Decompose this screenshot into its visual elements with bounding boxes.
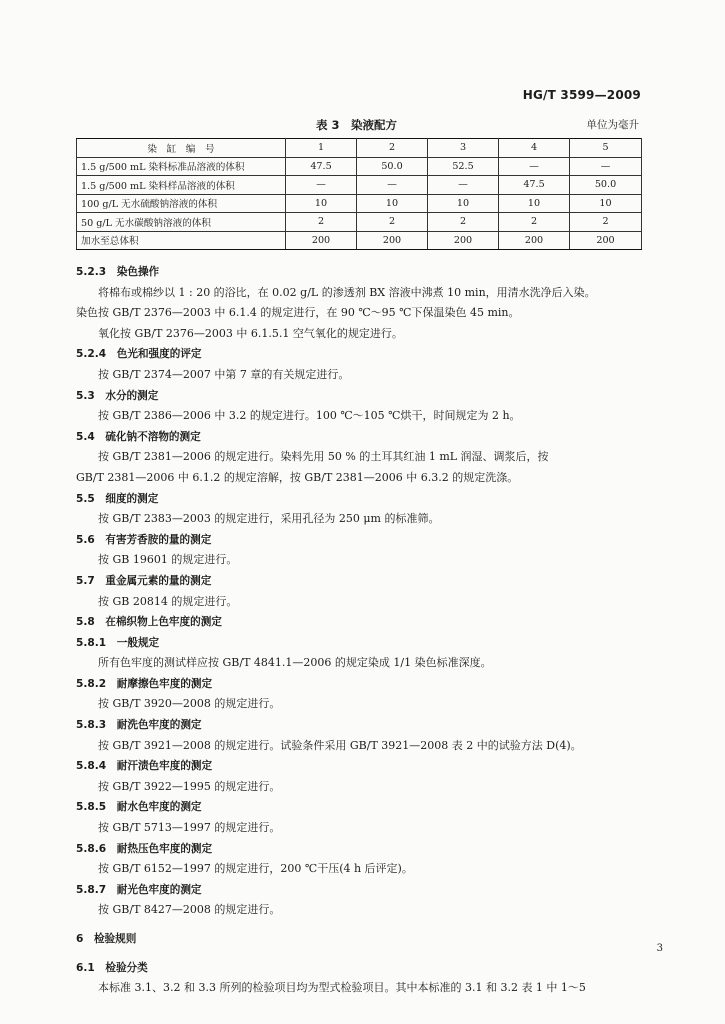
table-cell: 52.5 bbox=[428, 157, 499, 176]
section-heading: 5.2.3 染色操作 bbox=[76, 266, 160, 278]
section-heading: 5.8.3 耐洗色牢度的测定 bbox=[76, 719, 202, 732]
table-cell: 50.0 bbox=[357, 157, 428, 176]
section-heading: 5.2.4 色光和强度的评定 bbox=[76, 348, 202, 361]
paragraph-line: 按 GB/T 3921—2008 的规定进行。试验条件采用 GB/T 3921—2008 表 2 中的试验方法 D(4)。 bbox=[98, 738, 582, 752]
section-heading: 6.1 检验分类 bbox=[76, 961, 148, 974]
section-heading: 5.8.5 耐水色牢度的测定 bbox=[76, 801, 202, 814]
table-cell: 200 bbox=[286, 231, 357, 250]
section-heading: 5.8.2 耐摩擦色牢度的测定 bbox=[76, 677, 213, 690]
row-label: 50 g/L 无水碳酸钠溶液的体积 bbox=[77, 213, 286, 232]
paragraph-line: 按 GB 20814 的规定进行。 bbox=[98, 594, 238, 608]
column-header: 2 bbox=[357, 139, 428, 158]
dye-recipe-table bbox=[76, 138, 642, 250]
table-cell: 200 bbox=[499, 231, 570, 250]
paragraph-line: 按 GB/T 2383—2003 的规定进行，采用孔径为 250 μm 的标准筛。 bbox=[98, 512, 440, 526]
paragraph-line: 氧化按 GB/T 2376—2003 中 6.1.5.1 空气氧化的规定进行。 bbox=[98, 326, 403, 340]
standard-code: HG/T 3599—2009 bbox=[522, 88, 641, 102]
table-cell: — bbox=[499, 157, 570, 176]
table-cell: 2 bbox=[357, 213, 428, 232]
row-label: 100 g/L 无水硫酸钠溶液的体积 bbox=[77, 194, 286, 213]
paragraph-line: GB/T 2381—2006 中 6.1.2 的规定溶解，按 GB/T 2381—2006 中 6.3.2 的规定洗涤。 bbox=[76, 470, 519, 484]
table-row bbox=[77, 176, 642, 195]
table-cell: 10 bbox=[570, 194, 642, 213]
table-cell: — bbox=[570, 157, 642, 176]
section-heading: 5.6 有害芳香胺的量的测定 bbox=[76, 533, 212, 546]
section-heading: 5.8 在棉织物上色牢度的测定 bbox=[76, 616, 222, 629]
table-cell: 47.5 bbox=[286, 157, 357, 176]
paragraph-line: 按 GB/T 2381—2006 的规定进行。染料先用 50 % 的土耳其红油 1 mL 润湿、调浆后，按 bbox=[98, 450, 549, 464]
column-header: 染 缸 编 号 bbox=[77, 139, 286, 158]
section-heading: 5.5 细度的测定 bbox=[76, 492, 159, 505]
table-cell: 2 bbox=[570, 213, 642, 232]
paragraph-line: 染色按 GB/T 2376—2003 中 6.1.4 的规定进行，在 90 ℃～95 ℃下保温染色 45 min。 bbox=[76, 306, 520, 320]
document-body bbox=[76, 262, 644, 999]
paragraph-line: 按 GB/T 2386—2006 中 3.2 的规定进行。100 ℃～105 ℃烘干，时间规定为 2 h。 bbox=[98, 409, 521, 423]
table-unit: 单位为毫升 bbox=[586, 119, 639, 131]
section-heading: 5.4 硫化钠不溶物的测定 bbox=[76, 430, 201, 443]
table-cell: 2 bbox=[499, 213, 570, 232]
table-cell: 50.0 bbox=[570, 176, 642, 195]
paragraph-line: 按 GB/T 8427—2008 的规定进行。 bbox=[98, 903, 281, 917]
paragraph-line: 按 GB/T 3920—2008 的规定进行。 bbox=[98, 697, 281, 711]
paragraph-line: 将棉布或棉纱以 1 : 20 的浴比，在 0.02 g/L 的渗透剂 BX 溶液中沸煮 10 min，用清水洗净后入染。 bbox=[98, 285, 596, 299]
section-heading: 5.7 重金属元素的量的测定 bbox=[76, 574, 212, 587]
table-cell: 2 bbox=[286, 213, 357, 232]
table-caption bbox=[76, 117, 641, 135]
column-header: 3 bbox=[428, 139, 499, 158]
row-label: 1.5 g/500 mL 染料标准品溶液的体积 bbox=[77, 157, 286, 176]
paragraph-line: 本标准 3.1、3.2 和 3.3 所列的检验项目均为型式检验项目。其中本标准的 3.1 和 3.2 表 1 中 1～5 bbox=[98, 981, 586, 995]
row-label: 加水至总体积 bbox=[77, 231, 286, 250]
table-cell: — bbox=[286, 176, 357, 195]
spacer bbox=[76, 950, 644, 958]
paragraph-line: 按 GB 19601 的规定进行。 bbox=[98, 553, 238, 567]
section-heading: 5.8.4 耐汗渍色牢度的测定 bbox=[76, 760, 213, 773]
column-header: 4 bbox=[499, 139, 570, 158]
paragraph-line: 所有色牢度的测试样应按 GB/T 4841.1—2006 的规定染成 1/1 染色标准深度。 bbox=[98, 656, 492, 670]
table-cell: — bbox=[428, 176, 499, 195]
section-heading: 5.8.7 耐光色牢度的测定 bbox=[76, 883, 202, 896]
table-cell: — bbox=[357, 176, 428, 195]
table-cell: 200 bbox=[357, 231, 428, 250]
table-cell: 10 bbox=[428, 194, 499, 213]
table-cell: 10 bbox=[357, 194, 428, 213]
paragraph-line: 按 GB/T 3922—1995 的规定进行。 bbox=[98, 779, 281, 793]
row-label: 1.5 g/500 mL 染料样品溶液的体积 bbox=[77, 176, 286, 195]
section-heading: 5.3 水分的测定 bbox=[76, 389, 159, 402]
column-header: 1 bbox=[286, 139, 357, 158]
paragraph-line: 按 GB/T 5713—1997 的规定进行。 bbox=[98, 821, 281, 835]
paragraph-line: 按 GB/T 6152—1997 的规定进行，200 ℃干压(4 h 后评定)。 bbox=[98, 862, 413, 876]
table-row bbox=[77, 231, 642, 250]
section-heading: 5.8.6 耐热压色牢度的测定 bbox=[76, 842, 213, 855]
table-header-row bbox=[77, 139, 642, 158]
table-row bbox=[77, 194, 642, 213]
paragraph-line: 按 GB/T 2374—2007 中第 7 章的有关规定进行。 bbox=[98, 367, 350, 381]
table-title: 表 3 染液配方 bbox=[316, 118, 398, 132]
section-heading: 5.8.1 一般规定 bbox=[76, 636, 160, 649]
section-heading: 6 检验规则 bbox=[76, 933, 137, 945]
column-header: 5 bbox=[570, 139, 642, 158]
table-cell: 2 bbox=[428, 213, 499, 232]
page-number: 3 bbox=[656, 943, 663, 954]
table-cell: 200 bbox=[570, 231, 642, 250]
table-cell: 47.5 bbox=[499, 176, 570, 195]
spacer bbox=[76, 921, 644, 929]
table-row bbox=[77, 213, 642, 232]
table-cell: 200 bbox=[428, 231, 499, 250]
table-cell: 10 bbox=[286, 194, 357, 213]
table-cell: 10 bbox=[499, 194, 570, 213]
table-row bbox=[77, 157, 642, 176]
